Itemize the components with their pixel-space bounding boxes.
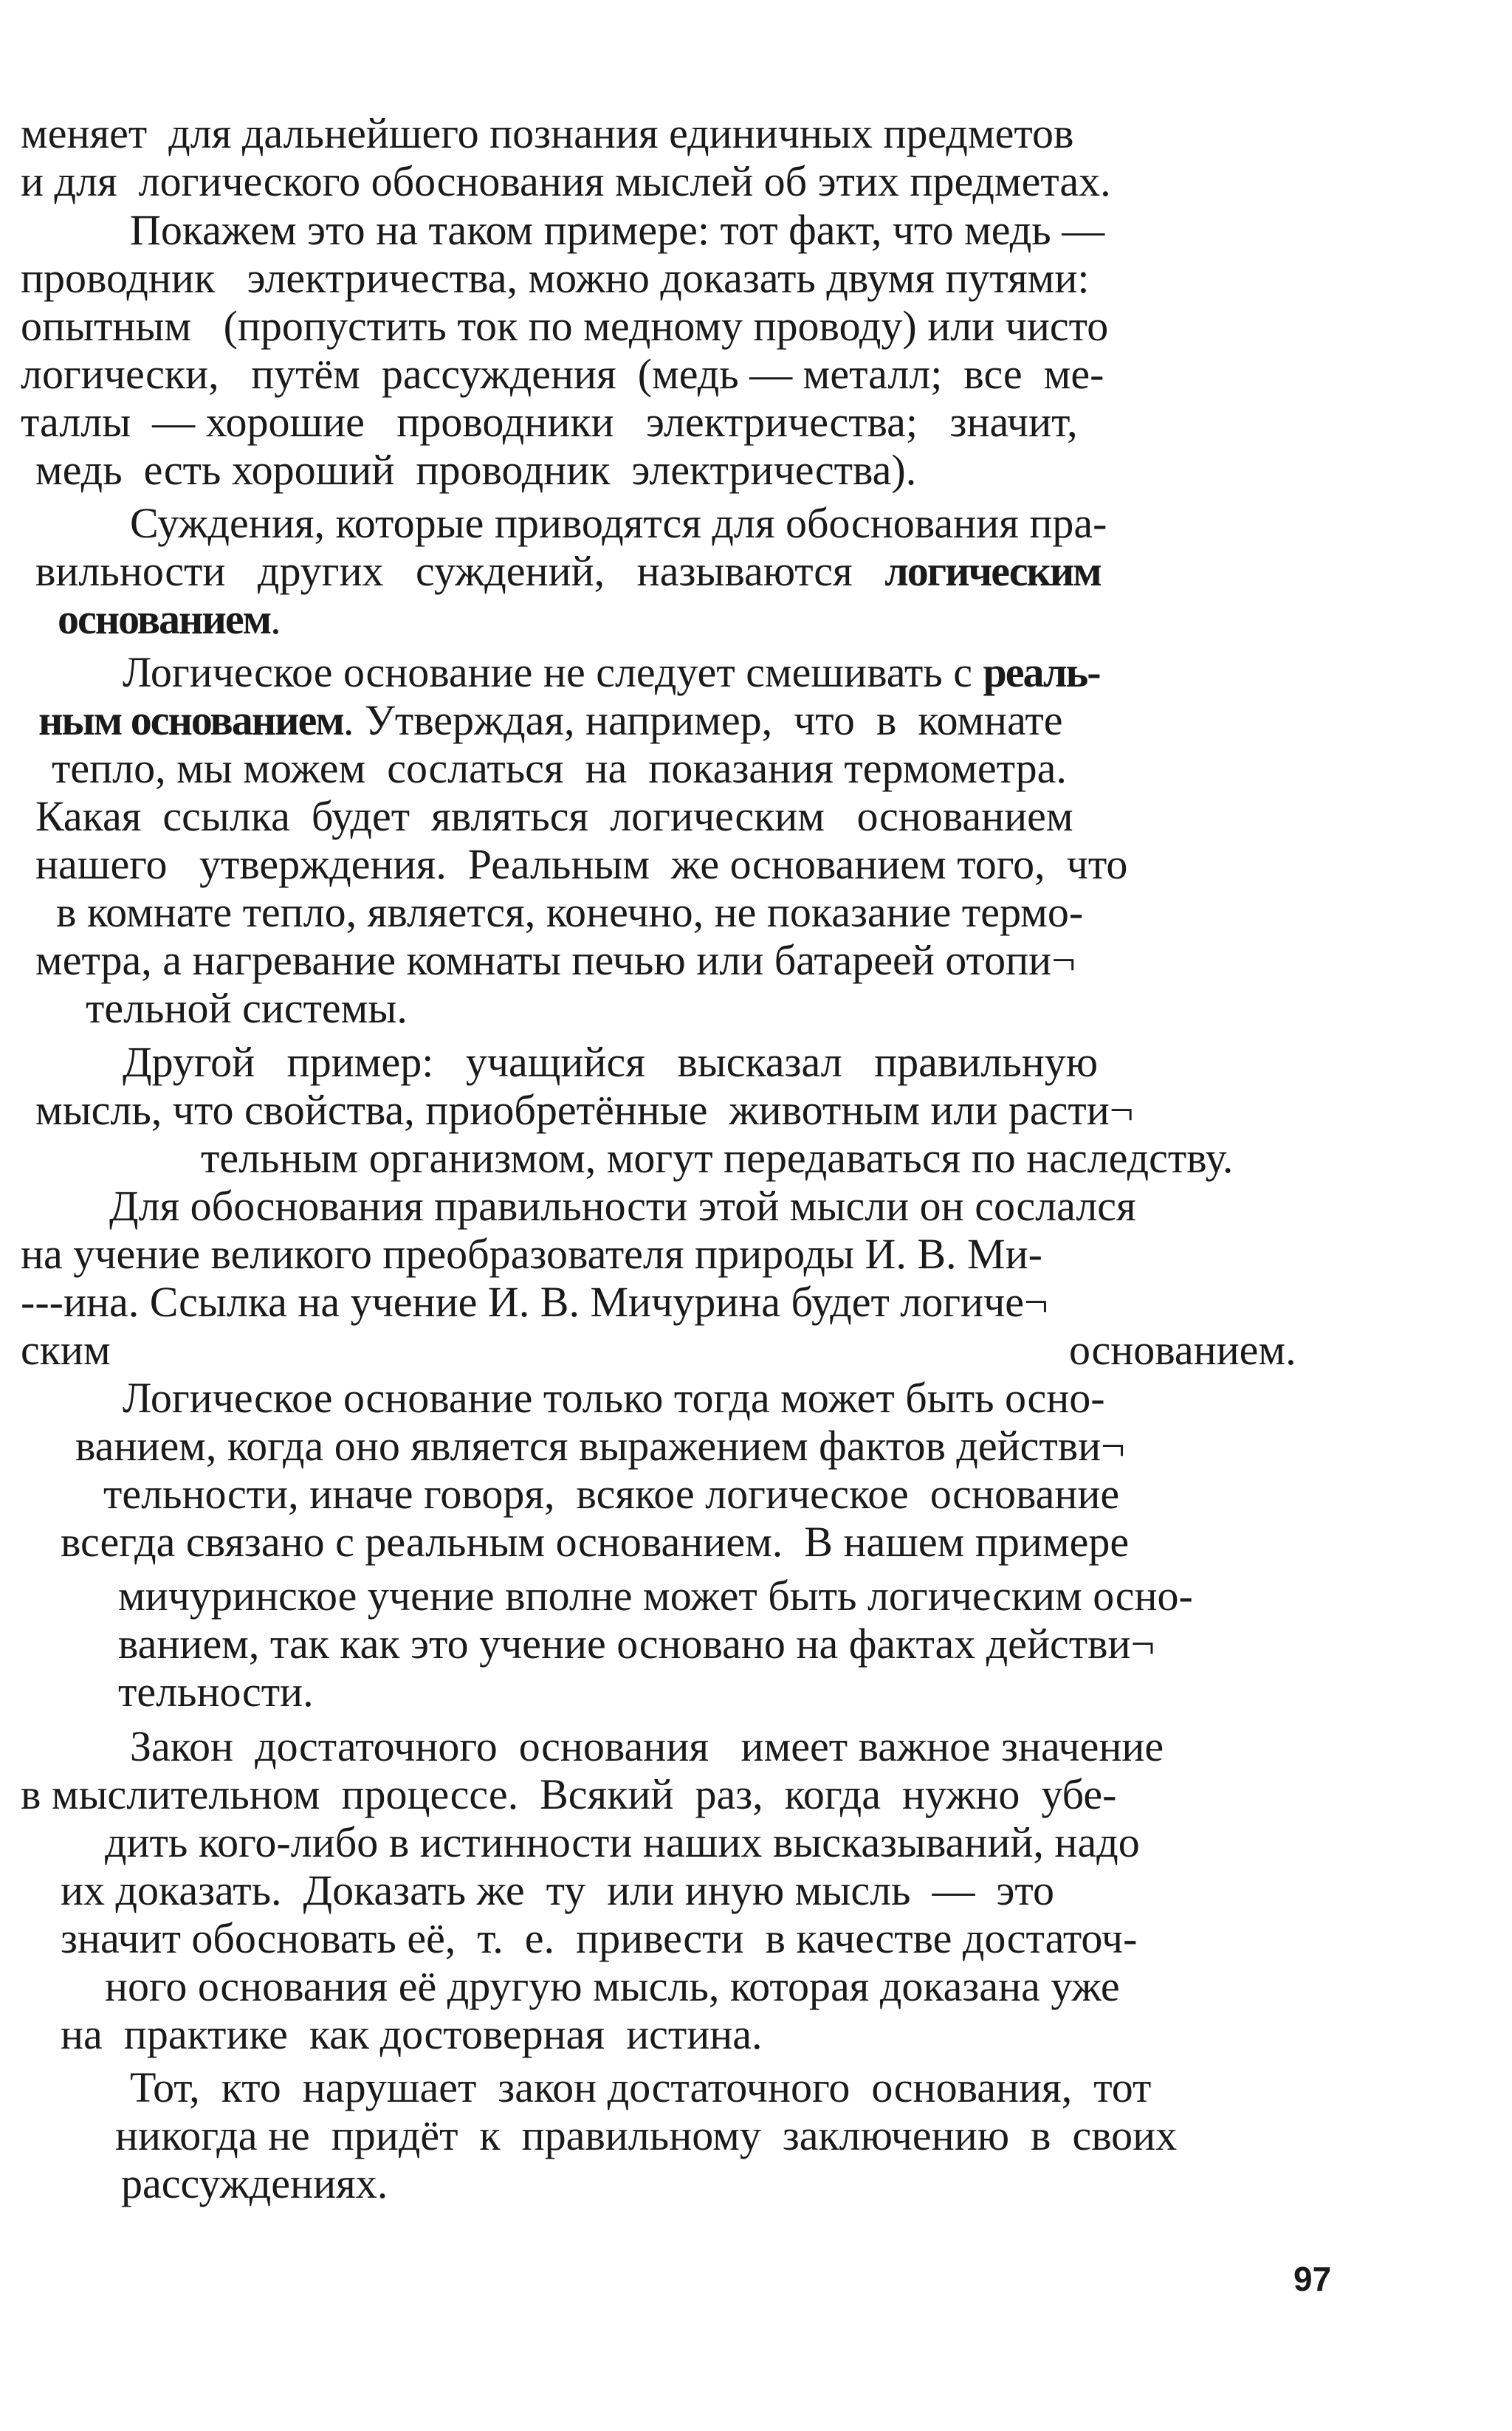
text-line bbox=[118, 1620, 1155, 1668]
text-line bbox=[35, 1086, 1134, 1135]
line-text: таллы — хорошие проводники электричества; значит, bbox=[21, 398, 1078, 446]
line-text: вильности других суждений, называются bbox=[35, 547, 885, 595]
text-line bbox=[61, 2010, 763, 2059]
line-text: мичуринское учение вполне может быть логическим осно- bbox=[118, 1572, 1193, 1620]
text-line bbox=[21, 1230, 1042, 1279]
line-text: Закон достаточного основания имеет важное значение bbox=[130, 1722, 1164, 1770]
line-text: метра, а нагревание комнаты печью или батареей отопи¬ bbox=[35, 936, 1076, 984]
line-text: ванием, так как это учение основано на фактах действи¬ bbox=[118, 1620, 1155, 1668]
text-line bbox=[115, 2111, 1177, 2160]
text-line bbox=[21, 398, 1078, 447]
text-line bbox=[21, 1770, 1116, 1819]
text-line bbox=[61, 1518, 1129, 1567]
text-line bbox=[21, 302, 1108, 351]
line-text: Логическое основание только тогда может быть осно- bbox=[123, 1374, 1105, 1422]
text-line bbox=[38, 696, 1062, 745]
text-line bbox=[130, 206, 1104, 255]
text-line bbox=[123, 648, 1100, 697]
text-line bbox=[130, 2063, 1151, 2112]
line-text: медь есть хороший проводник электричества). bbox=[35, 446, 917, 494]
text-line bbox=[21, 350, 1104, 399]
line-text: опытным (пропустить ток по медному проводу) или чисто bbox=[21, 302, 1109, 350]
line-text: тельным организмом, могут передаваться по наследству. bbox=[201, 1134, 1234, 1182]
text-line bbox=[21, 157, 1111, 206]
text-line bbox=[35, 792, 1073, 841]
text-line bbox=[123, 1374, 1105, 1423]
text-line bbox=[118, 1668, 314, 1716]
bold-term: основанием bbox=[58, 595, 271, 643]
text-line bbox=[21, 254, 1090, 303]
page-number: 97 bbox=[1293, 2260, 1332, 2298]
line-text: Какая ссылка будет являться логическим основанием bbox=[35, 792, 1073, 840]
line-text: тельности, иначе говоря, всякое логическое основание bbox=[103, 1470, 1120, 1518]
line-text: Покажем это на таком примере: тот факт, что медь — bbox=[130, 206, 1105, 254]
line-text: Для обоснования правильности этой мысли он сослался bbox=[109, 1182, 1136, 1230]
text-line bbox=[35, 936, 1076, 985]
text-line bbox=[75, 1422, 1125, 1471]
text-line bbox=[52, 744, 1067, 793]
line-text: в комнате тепло, является, конечно, не показание термо- bbox=[56, 888, 1084, 936]
text-line bbox=[123, 1038, 1098, 1087]
line-text: тепло, мы можем сослаться на показания термометра. bbox=[52, 744, 1067, 792]
bold-term: реаль- bbox=[983, 648, 1100, 696]
line-text: дить кого-либо в истинности наших высказываний, надо bbox=[105, 1818, 1140, 1866]
text-line bbox=[1069, 1326, 1296, 1375]
line-text: всегда связано с реальным основанием. В нашем примере bbox=[61, 1518, 1130, 1566]
line-text: тельности. bbox=[118, 1668, 314, 1716]
line-text: . Утверждая, например, что в комнате bbox=[343, 696, 1063, 744]
line-text: . bbox=[270, 595, 281, 643]
text-line bbox=[86, 984, 408, 1033]
text-line bbox=[58, 595, 281, 644]
text-line bbox=[201, 1134, 1233, 1183]
line-text: значит обосновать её, т. е. привести в качестве достаточ- bbox=[61, 1914, 1138, 1962]
line-text: и для логического обоснования мыслей об этих предметах. bbox=[21, 157, 1111, 205]
line-text: логически, путём рассуждения (медь — металл; все ме- bbox=[21, 350, 1104, 398]
text-line bbox=[35, 547, 1101, 596]
line-text: мысль, что свойства, приобретённые животным или расти¬ bbox=[35, 1086, 1134, 1134]
text-line bbox=[56, 888, 1083, 937]
line-text: Тот, кто нарушает закон достаточного основания, тот bbox=[130, 2063, 1152, 2111]
text-line bbox=[61, 1866, 1054, 1915]
line-text: на учение великого преобразователя природы И. В. Ми- bbox=[21, 1230, 1042, 1278]
line-text: нашего утверждения. Реальным же основанием того, что bbox=[35, 840, 1128, 888]
bold-term: логическим bbox=[884, 547, 1101, 595]
line-text: на практике как достоверная истина. bbox=[61, 2010, 763, 2058]
line-text: в мыслительном процессе. Всякий раз, когда нужно убе- bbox=[21, 1770, 1117, 1818]
text-line bbox=[35, 446, 916, 495]
text-line bbox=[130, 499, 1107, 548]
line-text: никогда не придёт к правильному заключению в своих bbox=[115, 2111, 1178, 2159]
line-text: Логическое основание не следует смешивать с bbox=[123, 648, 983, 696]
text-line bbox=[109, 1182, 1136, 1231]
text-line bbox=[130, 1722, 1164, 1771]
text-line bbox=[105, 1962, 1120, 2011]
bold-term: ным основанием bbox=[38, 696, 343, 744]
text-line bbox=[121, 2159, 388, 2208]
line-text: Суждения, которые приводятся для обоснования пра- bbox=[130, 499, 1107, 547]
line-text: ванием, когда оно является выражением фактов действи¬ bbox=[75, 1422, 1125, 1470]
text-line bbox=[105, 1818, 1140, 1867]
line-text: ного основания её другую мысль, которая доказана уже bbox=[105, 1962, 1120, 2010]
line-text: рассуждениях. bbox=[121, 2159, 388, 2207]
line-text: тельной системы. bbox=[86, 984, 408, 1032]
line-text: Другой пример: учащийся высказал правильную bbox=[123, 1038, 1099, 1086]
text-line bbox=[21, 1278, 1048, 1327]
line-text: ---ина. Ссылка на учение И. В. Мичурина будет логиче¬ bbox=[21, 1278, 1048, 1326]
line-text: ским bbox=[21, 1326, 111, 1374]
line-text: меняет для дальнейшего познания единичных предметов bbox=[21, 109, 1074, 157]
text-line bbox=[21, 109, 1073, 158]
line-text: основанием. bbox=[1069, 1326, 1296, 1374]
text-line bbox=[103, 1470, 1119, 1519]
text-line bbox=[61, 1914, 1137, 1963]
line-text: их доказать. Доказать же ту или иную мысль — это bbox=[61, 1866, 1054, 1914]
line-text: проводник электричества, можно доказать двумя путями: bbox=[21, 254, 1090, 302]
text-line bbox=[21, 1326, 111, 1375]
text-line bbox=[35, 840, 1127, 889]
text-line bbox=[118, 1572, 1193, 1620]
